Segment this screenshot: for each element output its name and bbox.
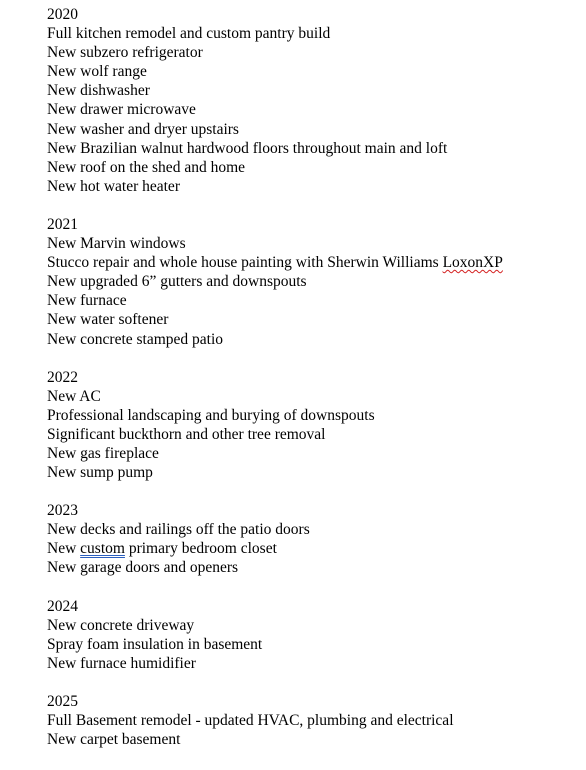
section-2022: [47, 368, 577, 483]
year-heading: 2020: [47, 6, 78, 23]
list-item: Full Basement remodel - updated HVAC, plumbing and electrical: [47, 712, 454, 729]
section-2024: [47, 597, 577, 673]
list-item: New AC: [47, 387, 101, 405]
list-item: Significant buckthorn and other tree removal: [47, 425, 326, 443]
section-2023: [47, 501, 577, 577]
list-item: [47, 539, 577, 558]
section-2021: [47, 215, 577, 349]
spelling-error-word[interactable]: LoxonXP: [442, 254, 503, 272]
list-item: New furnace humidifier: [47, 654, 196, 672]
list-item: New hot water heater: [47, 177, 180, 195]
section-2020: [47, 5, 577, 196]
list-item: New water softener: [47, 311, 169, 329]
year-heading: 2025: [47, 692, 78, 710]
list-item: New concrete driveway: [47, 616, 195, 634]
list-item: New Brazilian walnut hardwood floors throughout main and loft: [47, 139, 448, 157]
list-item: [47, 253, 577, 272]
list-item-text: New: [47, 540, 81, 558]
list-item: New washer and dryer upstairs: [47, 120, 239, 138]
list-item-text: Stucco repair and whole house painting with Sherwin Williams: [47, 254, 443, 272]
list-item: New sump pump: [47, 464, 153, 482]
year-heading: 2021: [47, 215, 78, 233]
list-item: Spray foam insulation in basement: [47, 635, 263, 653]
list-item: New furnace: [47, 292, 127, 310]
list-item: Professional landscaping and burying of downspouts: [47, 406, 375, 424]
list-item: New concrete stamped patio: [47, 330, 224, 348]
list-item: New upgraded 6” gutters and downspouts: [47, 273, 307, 291]
year-heading: 2022: [47, 368, 78, 386]
grammar-flagged-word[interactable]: custom: [80, 540, 125, 558]
list-item: New decks and railings off the patio doors: [47, 521, 310, 539]
list-item: New roof on the shed and home: [47, 158, 246, 176]
document-body[interactable]: [47, 5, 577, 749]
list-item-text: primary bedroom closet: [124, 540, 277, 558]
list-item: New subzero refrigerator: [47, 44, 203, 62]
list-item: Full kitchen remodel and custom pantry build: [47, 25, 331, 43]
list-item: New carpet basement: [47, 731, 181, 749]
list-item: New dishwasher: [47, 82, 150, 100]
year-heading: 2023: [47, 502, 78, 520]
list-item: New gas fireplace: [47, 444, 159, 462]
list-item: New drawer microwave: [47, 101, 196, 119]
list-item: New wolf range: [47, 63, 147, 81]
section-2025: [47, 692, 577, 749]
year-heading: 2024: [47, 597, 78, 615]
list-item: New Marvin windows: [47, 235, 186, 253]
list-item: New garage doors and openers: [47, 559, 239, 577]
